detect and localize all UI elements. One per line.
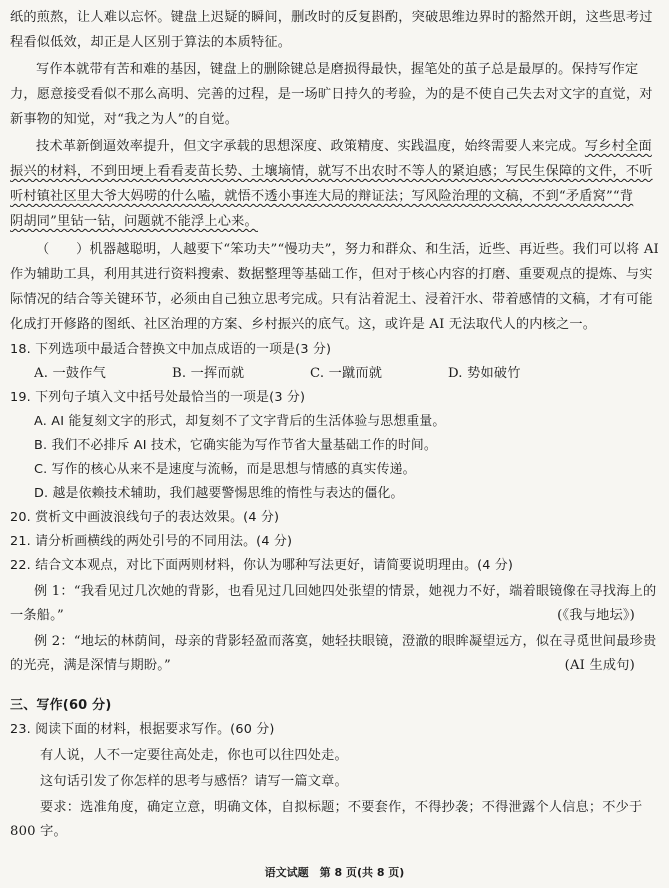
q18-option-d[interactable]: D. 势如破竹 <box>448 366 521 381</box>
example-1-line-1: 例 1：“我看见过几次她的背影，也看见过几回她四处张望的情景，她视力不好，端着眼镜像在寻找海上的 <box>34 584 657 599</box>
q19-option-c[interactable]: C. 写作的核心从来不是速度与流畅，而是思想与情感的真实传递。 <box>34 462 416 477</box>
q19-option-b[interactable]: B. 我们不必排斥 AI 技术，它确实能为写作节省大量基础工作的时间。 <box>34 438 437 453</box>
q18-option-a[interactable]: A. 一鼓作气 <box>34 366 107 381</box>
example-1-text-end: 一条船。” <box>10 608 64 623</box>
passage-line-6-plain: 技术革新倒逼效率提升，但文字承载的思想深度、政策精度、实践温度，始终需要人来完成。 <box>36 139 585 154</box>
wavy-sentence-end: 阴胡同”里钻一钻，问题就不能浮上心来。 <box>10 214 258 229</box>
passage-line-2: 程看似低效，却正是人区别于算法的本质特征。 <box>10 35 292 50</box>
passage-line-4: 力，愿意接受看似不那么高明、完善的过程，是一场旷日持久的考验，为的是不使自己失去对文字的直觉，对 <box>10 87 653 102</box>
example-2-text-end: 的光亮，满是深情与期盼。” <box>10 658 171 673</box>
question-18-options <box>34 364 659 384</box>
passage-line-10: （ ）机器越聪明，人越要下“笨功夫”“慢功夫”，努力和群众、和生活，近些、再近些。我们可以将 AI <box>36 242 659 257</box>
q18-option-c[interactable]: C. 一蹴而就 <box>310 366 383 381</box>
passage-line-6 <box>36 137 659 157</box>
wavy-sentence-start: 写乡村全面 <box>584 139 652 154</box>
material-line-2: 这句话引发了你怎样的思考与感悟？请写一篇文章。 <box>40 774 348 789</box>
section-3-title: 三、写作(60 分) <box>10 698 112 713</box>
question-20: 20. 赏析文中画波浪线句子的表达效果。(4 分) <box>10 510 280 525</box>
requirement-line-1: 要求：选准角度，确定立意，明确文体，自拟标题；不要套作，不得抄袭；不得泄露个人信息；不少于 <box>40 800 643 815</box>
q19-option-d[interactable]: D. 越是依赖技术辅助，我们越要警惕思维的惰性与表达的僵化。 <box>34 486 404 501</box>
question-22-stem: 22. 结合文本观点，对比下面两则材料，你认为哪种写法更好，请简要说明理由。(4 分) <box>10 558 514 573</box>
question-21: 21. 请分析画横线的两处引号的不同用法。(4 分) <box>10 534 293 549</box>
example-2-line-1: 例 2：“地坛的林荫间，母亲的背影轻盈而落寞，她轻扶眼镜，澄澈的眼眸凝望远方，似在寻觅世间最珍贵 <box>34 634 657 649</box>
q19-option-a[interactable]: A. AI 能复刻文字的形式，却复刻不了文字背后的生活体验与思想重量。 <box>34 414 446 429</box>
passage-line-13: 化成打开修路的图纸、社区治理的方案、乡村振兴的底气。这，或许是 AI 无法取代人的内核之一。 <box>10 317 597 332</box>
example-1-source: (《我与地坛》) <box>557 608 635 623</box>
requirement-line-2: 800 字。 <box>10 824 67 839</box>
passage-line-1: 纸的煎熬，让人难以忘怀。键盘上迟疑的瞬间，删改时的反复斟酌，突破思维边界时的豁然开朗，这些思考过 <box>10 10 653 25</box>
question-18-stem: 18. 下列选项中最适合替换文中加点成语的一项是(3 分) <box>10 342 332 357</box>
passage-line-5: 新事物的知觉，对“我之为人”的自觉。 <box>10 112 239 127</box>
question-19-stem: 19. 下列句子填入文中括号处最恰当的一项是(3 分) <box>10 390 306 405</box>
wavy-sentence-line-4 <box>10 212 659 232</box>
passage-line-3: 写作本就带有苦和难的基因，键盘上的删除键总是磨损得最快，握笔处的茧子总是最厚的。保持写作定 <box>36 62 639 77</box>
material-line-1: 有人说，人不一定要往高处走，你也可以往四处走。 <box>40 748 348 763</box>
page-footer: 语文试题 第 8 页(共 8 页) <box>264 866 405 879</box>
q18-option-b[interactable]: B. 一挥而就 <box>172 366 245 381</box>
wavy-sentence-line-2: 振兴的材料，不到田埂上看看麦苗长势、土壤墒情，就写不出农时不等人的紧迫感；写民生保障的文件，不听 <box>10 164 653 179</box>
example-2-line-2 <box>10 656 659 676</box>
example-2-source: (AI 生成句) <box>564 658 635 673</box>
question-23-stem: 23. 阅读下面的材料，根据要求写作。(60 分) <box>10 722 275 737</box>
passage-line-12: 际情况的结合等关键环节，必须由自己独立思考完成。只有沾着泥土、浸着汗水、带着感情的文稿，才有可能 <box>10 292 653 307</box>
wavy-sentence-line-3: 听村镇社区里大爷大妈唠的什么嗑，就悟不透小事连大局的辩证法；写风险治理的文稿，不到“矛盾窝”“背 <box>10 189 634 204</box>
passage-line-11: 作为辅助工具，利用其进行资料搜索、数据整理等基础工作，但对于核心内容的打磨、重要观点的提炼、与实 <box>10 267 653 282</box>
example-1-line-2 <box>10 606 659 626</box>
